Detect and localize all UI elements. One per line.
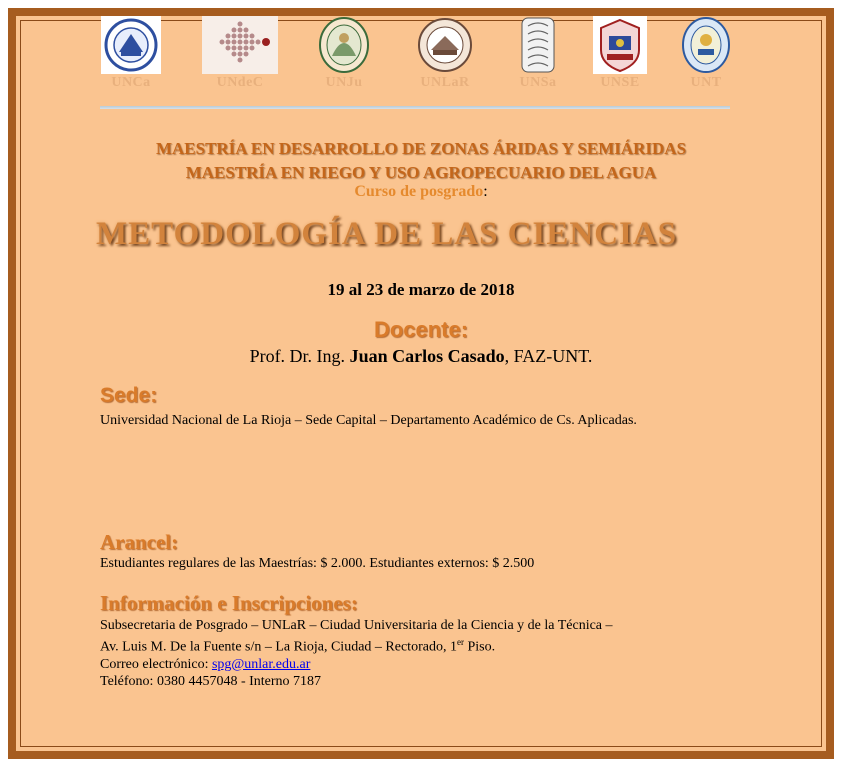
logo-caption: UNT xyxy=(690,75,722,90)
course-label xyxy=(0,183,842,201)
unlar-seal-icon xyxy=(417,16,473,74)
logo-caption: UNCa xyxy=(111,75,151,90)
docente-name: Juan Carlos Casado xyxy=(349,346,505,366)
logo-undec xyxy=(200,16,280,91)
informacion-line-1: Subsecretaria de Posgrado – UNLaR – Ciudad Universitaria de la Ciencia y de la Técnica – xyxy=(100,618,613,633)
address-floor: Piso. xyxy=(463,639,496,655)
program-title-2: MAESTRÍA EN RIEGO Y USO AGROPECUARIO DEL AGUA xyxy=(185,163,657,182)
informacion-heading: Información e Inscripciones: xyxy=(100,591,358,615)
sede-text: Universidad Nacional de La Rioja – Sede Capital – Departamento Académico de Cs. Aplicadas. xyxy=(100,413,637,428)
course-label-text: Curso de posgrado xyxy=(354,183,484,200)
university-logos xyxy=(96,16,746,106)
email-link[interactable]: spg@unlar.edu.ar xyxy=(211,656,311,672)
floor-superscript: er xyxy=(456,637,464,647)
informacion-line-2 xyxy=(100,634,745,656)
unsa-seal-icon xyxy=(520,16,556,74)
unt-seal-icon xyxy=(681,16,731,74)
email-line xyxy=(100,656,745,673)
logo-unse xyxy=(590,16,650,91)
logo-caption: UNSE xyxy=(600,75,640,90)
logo-unca xyxy=(96,16,166,91)
email-label: Correo electrónico: xyxy=(100,656,212,672)
docente-info xyxy=(0,346,842,367)
logo-caption: UNSa xyxy=(519,75,557,90)
program-title-1: MAESTRÍA EN DESARROLLO DE ZONAS ÁRIDAS Y SEMIÁRIDAS xyxy=(155,139,687,158)
unca-seal-icon xyxy=(101,16,161,74)
logo-unt xyxy=(676,16,736,91)
address-text: Av. Luis M. De la Fuente s/n – La Rioja, Ciudad – Rectorado, 1 xyxy=(100,639,457,655)
logo-unlar xyxy=(412,16,478,91)
docente-prefix: Prof. Dr. Ing. xyxy=(249,346,350,366)
sede-heading: Sede: xyxy=(100,384,158,407)
undec-logo-icon xyxy=(202,16,278,74)
informacion-block xyxy=(100,617,745,690)
course-title: METODOLOGÍA DE LAS CIENCIAS xyxy=(96,216,678,252)
docente-affiliation: , FAZ-UNT. xyxy=(504,346,593,366)
logo-caption: UNdeC xyxy=(216,75,264,90)
course-dates: 19 al 23 de marzo de 2018 xyxy=(327,280,515,299)
arancel-heading: Arancel: xyxy=(100,530,179,554)
logo-unsa xyxy=(510,16,566,91)
header-divider xyxy=(100,106,730,109)
logo-caption: UNLaR xyxy=(420,75,470,90)
arancel-text: Estudiantes regulares de las Maestrías: $ 2.000. Estudiantes externos: $ 2.500 xyxy=(100,556,535,571)
docente-heading: Docente: xyxy=(373,317,469,342)
logo-caption: UNJu xyxy=(325,75,363,90)
phone-line: Teléfono: 0380 4457048 - Interno 7187 xyxy=(100,673,322,689)
unju-seal-icon xyxy=(318,16,370,74)
unse-seal-icon xyxy=(593,16,647,74)
course-label-colon: : xyxy=(483,183,488,200)
logo-unju xyxy=(314,16,374,91)
